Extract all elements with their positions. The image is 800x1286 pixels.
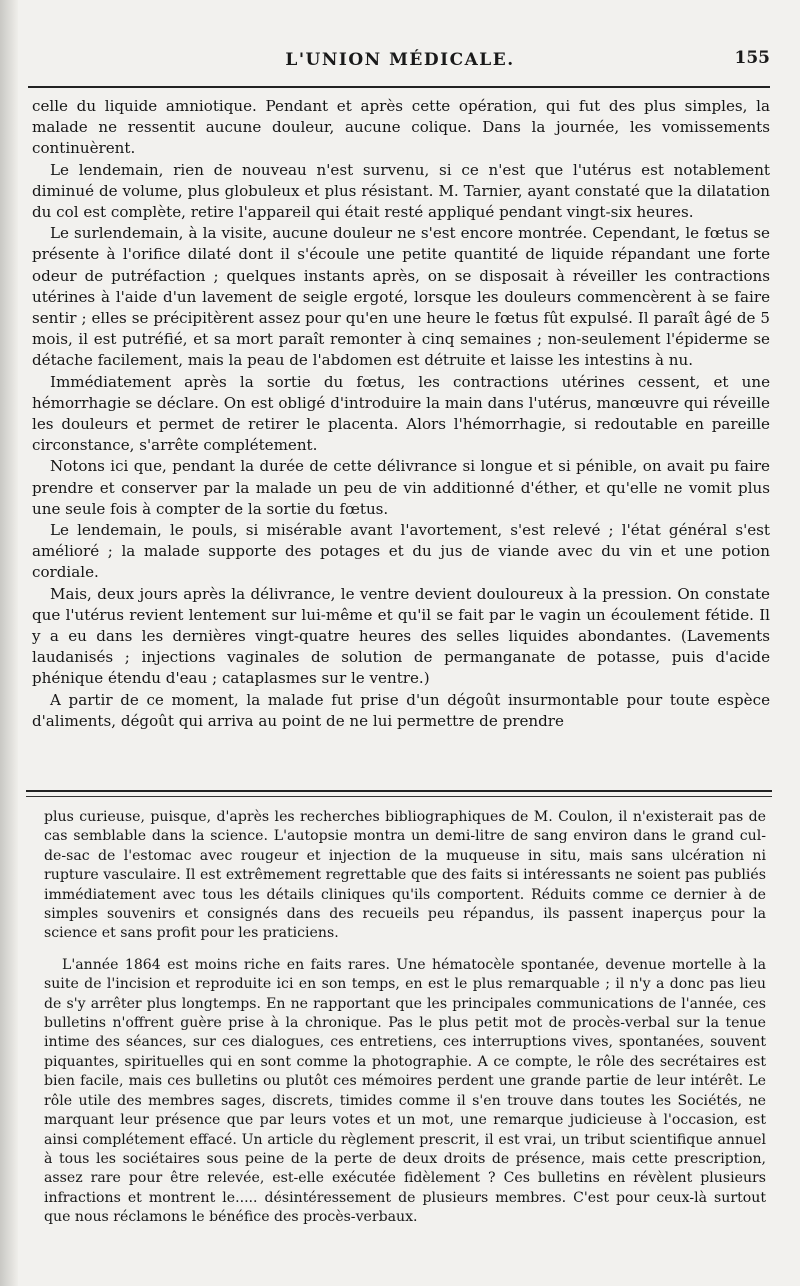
paragraph: Immédiatement après la sortie du fœtus, les contractions utérines cessent, et une hémorrhagie se déclare. On est obligé d'introduire la main dans l'utérus, manœuvre qui réveille les douleurs et permet de retirer le placenta. Alors l'hémorrhagie, si redoutable en pareille circonstance, s'arrête complétement. (32, 372, 770, 455)
footnote-paragraph: L'année 1864 est moins riche en faits rares. Une hématocèle spontanée, devenue mortelle à la suite de l'incision et reproduite ici en son temps, en est le plus remarquable ; il n'y a donc pas lieu de s'y arrêter plus longtemps. En ne rapportant que les principales communications de l'année, ces bulletins n'offrent guère prise à la chronique. Pas le plus petit mot de procès-verbal sur la tenue intime des séances, sur ces dialogues, ces entretiens, ces interruptions vives, spontanées, souvent piquantes, spirituelles qui en sont comme la photographie. A ce compte, le rôle des secrétaires est bien facile, mais ces bulletins ou plutôt ces mémoires perdent une grande partie de leur intérêt. Le rôle utile des membres sages, discrets, timides comme il s'en trouve dans toutes les Sociétés, ne marquant leur présence que par leurs votes et un mot, une remarque judicieuse à l'occasion, est ainsi complétement effacé. Un article du règlement prescrit, il est vrai, un tribut scientifique annuel à tous les sociétaires sous peine de la perte de deux droits de présence, mais cette prescription, assez rare pour être relevée, est-elle exécutée fidèlement ? Ces bulletins en révèlent plusieurs infractions et montrent le..... désintéressement de plusieurs membres. C'est pour ceux-là surtout que nous réclamons le bénéfice des procès-verbaux. (44, 956, 766, 1226)
main-text-column (32, 96, 770, 732)
page-edge-shadow (0, 0, 18, 1286)
paragraph: Le lendemain, le pouls, si misérable avant l'avortement, s'est relevé ; l'état général s'est amélioré ; la malade supporte des potages et du jus de viande avec du vin et une potion cordiale. (32, 521, 770, 582)
journal-title: L'UNION MÉDICALE. (285, 50, 515, 70)
paragraph: Le surlendemain, à la visite, aucune douleur ne s'est encore montrée. Cependant, le fœtus se présente à l'orifice dilaté dont il s'écoule une petite quantité de liquide répandant une forte odeur de putréfaction ; quelques instants après, on se disposait à réveiller les contractions utérines à l'aide d'un lavement de seigle ergoté, lorsque les douleurs commencèrent à se faire sentir ; elles se précipitèrent assez pour qu'en une heure le fœtus fût expulsé. Il paraît âgé de 5 mois, il est putréfié, et sa mort paraît remonter à cinq semaines ; non-seulement l'épiderme se détache facilement, mais la peau de l'abdomen est détruite et laisse les intestins à nu. (32, 224, 770, 370)
footnote-paragraph: plus curieuse, puisque, d'après les recherches bibliographiques de M. Coulon, il n'existerait pas de cas semblable dans la science. L'autopsie montra un demi-litre de sang environ dans le grand cul-de-sac de l'estomac avec rougeur et injection de la muqueuse in situ, mais sans ulcération ni rupture vasculaire. Il est extrêmement regrettable que des faits si intéressants ne soient pas publiés immédiatement avec tous les détails cliniques qu'ils comportent. Réduits comme ce dernier à de simples souvenirs et consignés dans des recueils peu répandus, ils passent inaperçus pour la science et sans profit pour les praticiens. (44, 809, 766, 942)
footnote-text (44, 808, 766, 1228)
page-number: 155 (734, 48, 770, 68)
footnote-rule-thin (26, 796, 772, 797)
paragraph: celle du liquide amniotique. Pendant et après cette opération, qui fut des plus simples, la malade ne ressentit aucune douleur, aucune colique. Dans la journée, les vomissements continuèrent. (32, 97, 770, 158)
paragraph: Le lendemain, rien de nouveau n'est survenu, si ce n'est que l'utérus est notablement diminué de volume, plus globuleux et plus résistant. M. Tarnier, ayant constaté que la dilatation du col est complète, retire l'appareil qui était resté appliqué pendant vingt-six heures. (32, 160, 770, 222)
running-head (30, 48, 770, 80)
footnote-rule (26, 790, 772, 792)
header-rule (28, 86, 770, 88)
paragraph: Mais, deux jours après la délivrance, le ventre devient douloureux à la pression. On constate que l'utérus revient lentement sur lui-même et qu'il se fait par le vagin un écoulement fétide. Il y a eu dans les dernières vingt-quatre heures des selles liquides abondantes. (Lavements laudanisés ; injections vaginales de solution de permanganate de potasse, puis d'acide phénique étendu d'eau ; cataplasmes sur le ventre.) (32, 584, 770, 688)
paragraph: Notons ici que, pendant la durée de cette délivrance si longue et si pénible, on avait pu faire prendre et conserver par la malade un peu de vin additionné d'éther, et qu'elle ne vomit plus une seule fois à compter de la sortie du fœtus. (32, 457, 770, 518)
paragraph: A partir de ce moment, la malade fut prise d'un dégoût insurmontable pour toute espèce d'aliments, dégoût qui arriva au point de ne lui permettre de prendre (32, 690, 770, 730)
